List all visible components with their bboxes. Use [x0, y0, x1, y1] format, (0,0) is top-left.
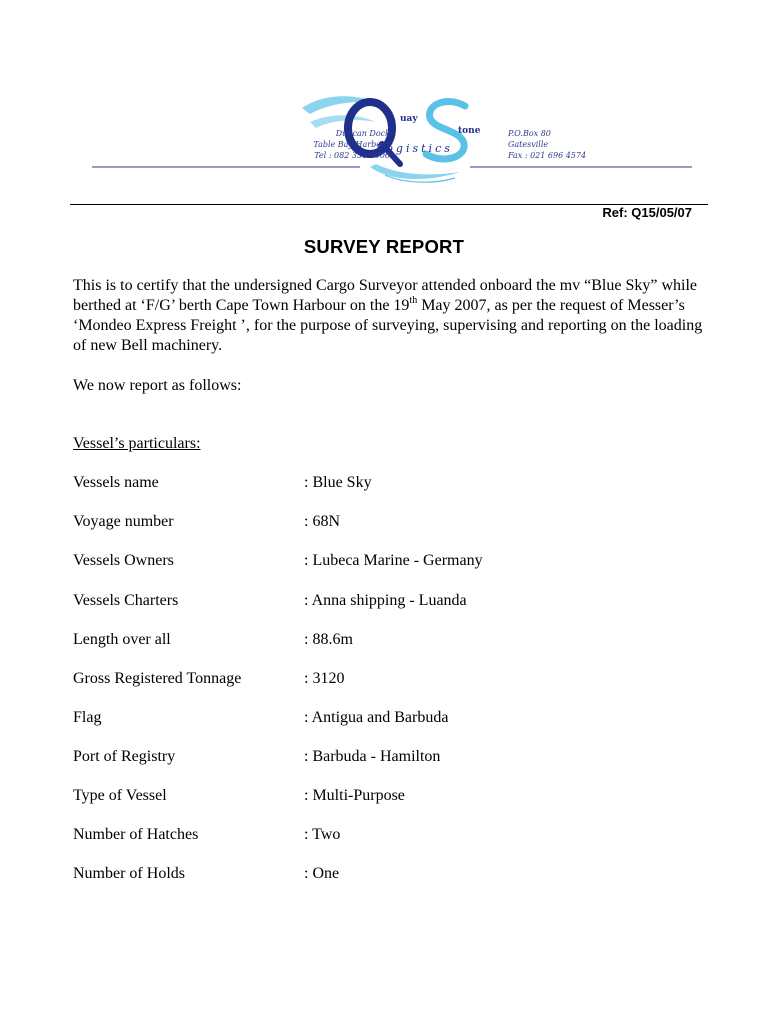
report-intro: We now report as follows: — [73, 377, 242, 394]
phone-line: Tel : 082 336 3006 — [314, 151, 390, 160]
logo-big-letters — [350, 100, 390, 101]
intro-text-part1: This is to certify that the undersigned Cargo Surveyor attended onboard the mv “Blue Sky” while berthed at ‘F/G’ berth Cape Town Harbour on the 19 — [73, 277, 698, 314]
particular-label: Vessels name — [73, 474, 159, 491]
particular-value: : Multi-Purpose — [304, 787, 405, 804]
reference-number: Ref: Q15/05/07 — [602, 205, 692, 220]
particular-value: : Blue Sky — [304, 474, 372, 491]
particular-value: : 88.6m — [304, 631, 353, 648]
particular-value: : 3120 — [304, 670, 345, 687]
letterhead-address-right — [508, 128, 638, 161]
particular-value: : Antigua and Barbuda — [304, 709, 449, 726]
particular-label: Number of Hatches — [73, 826, 199, 843]
particular-label: Number of Holds — [73, 865, 185, 882]
fax-line: Fax : 021 696 4574 — [508, 151, 587, 160]
logo-word-quay: uay — [400, 114, 418, 124]
section-heading: Vessel’s particulars: — [73, 435, 201, 452]
logo-word-tone: tone — [458, 126, 481, 136]
particular-label: Voyage number — [73, 513, 174, 530]
particular-label: Vessels Charters — [73, 592, 179, 609]
particular-label: Flag — [73, 709, 102, 726]
particular-label: Gross Registered Tonnage — [73, 670, 242, 687]
particular-value: : One — [304, 865, 340, 882]
intro-paragraph — [73, 276, 713, 356]
particular-value: : Anna shipping - Luanda — [304, 592, 467, 609]
intro-superscript: th — [409, 294, 418, 306]
logo-swoosh-mid-left — [310, 115, 375, 128]
particular-value: : Two — [304, 826, 341, 843]
particular-value: : Barbuda - Hamilton — [304, 748, 441, 765]
particular-label: Length over all — [73, 631, 171, 648]
letterhead-address-left — [240, 128, 390, 161]
particular-label: Port of Registry — [73, 748, 176, 765]
intro-text-part2: May 2007, as per the request of Messer’s ‘Mondeo Express Freight ’, for the purpose of surveying, supervising and reporting on the loading of new Bell machinery. — [73, 297, 703, 354]
address-line: P.O.Box 80 — [508, 129, 551, 138]
logo-swoosh-bottom — [370, 164, 460, 179]
address-line: Table Bay Harbour — [313, 140, 390, 149]
particular-label: Type of Vessel — [73, 787, 167, 804]
particular-value: : 68N — [304, 513, 340, 530]
address-line: Duncan Dock — [335, 129, 390, 138]
particular-value: : Lubeca Marine - Germany — [304, 552, 483, 569]
address-line: Gatesville — [508, 140, 549, 149]
logo-word-logistics: Logistics — [376, 142, 453, 155]
document-title: SURVEY REPORT — [303, 236, 465, 257]
particular-label: Vessels Owners — [73, 552, 174, 569]
letterhead — [70, 72, 710, 190]
